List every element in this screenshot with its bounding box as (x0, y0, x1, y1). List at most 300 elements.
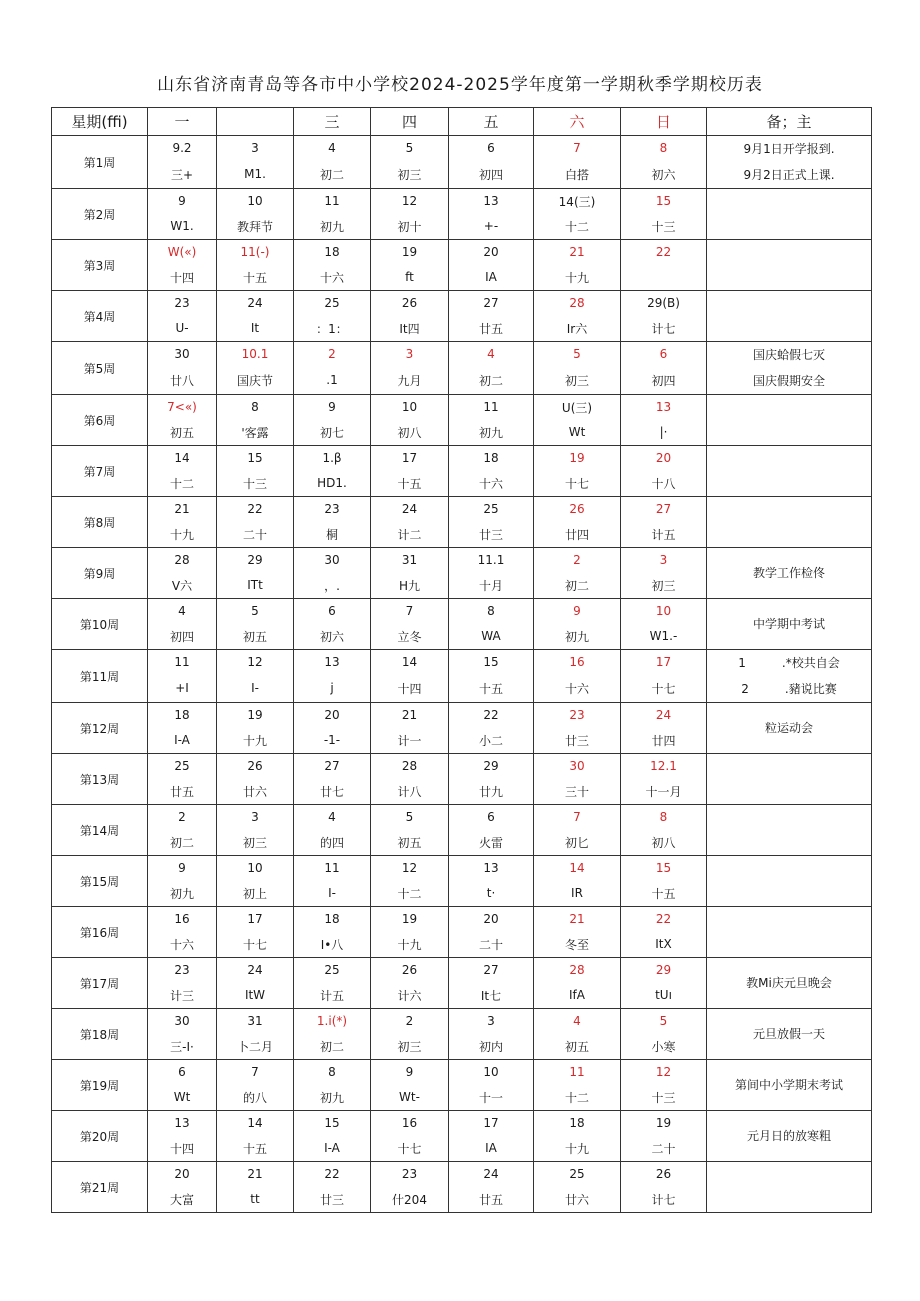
lunar-cell: 初九 (294, 1084, 371, 1111)
page-title: 山东省济南青岛等各市中小学校2024-2025学年度第一学期秋季学期校历表 (157, 75, 763, 95)
remarks-cell (707, 497, 872, 548)
remark-line: 元月日的放寒粗 (746, 1129, 831, 1143)
lunar-cell: 二十 (217, 521, 294, 548)
lunar-cell: 十月 (449, 572, 534, 599)
date-cell: 4 (534, 1009, 621, 1034)
remark-line: 国庆假期安全 (752, 374, 825, 388)
lunar-cell: 计一 (371, 727, 449, 754)
date-cell: 10 (371, 395, 449, 420)
remarks-cell (707, 240, 872, 291)
date-cell: 7<«) (148, 395, 217, 420)
lunar-cell: 初内 (449, 1033, 534, 1060)
week-row (52, 1060, 872, 1085)
lunar-cell: 卜二月 (217, 1033, 294, 1060)
date-cell: 2 (294, 342, 371, 367)
date-cell: 5 (621, 1009, 707, 1034)
date-cell: 21 (534, 907, 621, 932)
remarks-cell (707, 446, 872, 497)
date-cell: 31 (371, 548, 449, 573)
lunar-cell: 十四 (148, 264, 217, 291)
date-cell: 22 (449, 703, 534, 728)
date-cell: 24 (621, 703, 707, 728)
week-row (52, 958, 872, 983)
date-cell: 30 (534, 754, 621, 779)
date-cell: 28 (534, 291, 621, 316)
lunar-cell: 廿四 (534, 521, 621, 548)
remark-line: 9月1日开学报到. (743, 142, 835, 156)
date-cell: 27 (294, 754, 371, 779)
lunar-cell: 计七 (621, 1186, 707, 1213)
lunar-cell: j (294, 675, 371, 703)
school-calendar-table (51, 107, 872, 1213)
date-cell: 7 (371, 599, 449, 624)
date-cell: 26 (371, 958, 449, 983)
date-cell: 4 (294, 136, 371, 161)
lunar-cell: 初八 (621, 829, 707, 856)
week-label: 第7周 (52, 446, 148, 497)
date-cell: 3 (217, 805, 294, 830)
lunar-cell: I- (217, 675, 294, 703)
lunar-cell: t· (449, 880, 534, 907)
lunar-cell: 十二 (371, 880, 449, 907)
date-cell: 20 (449, 907, 534, 932)
date-cell: 8 (449, 599, 534, 624)
lunar-cell (621, 264, 707, 291)
date-cell: 13 (294, 650, 371, 675)
lunar-cell: 什204 (371, 1186, 449, 1213)
remarks-cell (707, 754, 872, 805)
week-row (52, 650, 872, 675)
date-cell: 12 (371, 856, 449, 881)
lunar-cell: 初三 (371, 1033, 449, 1060)
remark-line: 粒运动会 (764, 721, 813, 735)
date-cell: 26 (371, 291, 449, 316)
lunar-cell: 小寒 (621, 1033, 707, 1060)
date-cell: 29 (621, 958, 707, 983)
lunar-cell: It (217, 315, 294, 342)
lunar-cell: '客露 (217, 419, 294, 446)
date-cell: 5 (371, 136, 449, 161)
lunar-cell: 二十 (449, 931, 534, 958)
week-label: 第13周 (52, 754, 148, 805)
lunar-cell: 三+ (148, 161, 217, 189)
lunar-cell: 初五 (371, 829, 449, 856)
lunar-cell: ft (371, 264, 449, 291)
date-cell: 25 (294, 958, 371, 983)
remark-line: 1 .*校共自会 (738, 656, 840, 670)
date-cell: 27 (449, 958, 534, 983)
remarks-cell (707, 395, 872, 446)
remarks-cell (707, 1060, 872, 1111)
header-day-tue (217, 108, 294, 136)
remark-line: 国庆蛤假七灭 (752, 348, 825, 362)
lunar-cell: tUı (621, 982, 707, 1009)
lunar-cell: 廿六 (534, 1186, 621, 1213)
lunar-cell: 十四 (148, 1135, 217, 1162)
date-cell: 11 (294, 856, 371, 881)
date-cell: 23 (371, 1162, 449, 1187)
date-cell: 15 (449, 650, 534, 675)
date-cell: 30 (148, 1009, 217, 1034)
lunar-cell: 初四 (449, 161, 534, 189)
lunar-cell: Wt (534, 419, 621, 446)
date-cell: 10.1 (217, 342, 294, 367)
lunar-cell: 十三 (217, 470, 294, 497)
lunar-cell: 冬至 (534, 931, 621, 958)
week-row (52, 703, 872, 728)
lunar-cell: 十五 (449, 675, 534, 703)
week-label: 第10周 (52, 599, 148, 650)
week-row (52, 395, 872, 420)
lunar-cell: 初七 (294, 419, 371, 446)
lunar-cell: 计二 (371, 521, 449, 548)
week-row (52, 1111, 872, 1136)
remarks-cell (707, 291, 872, 342)
date-cell: 9 (534, 599, 621, 624)
lunar-cell: V六 (148, 572, 217, 599)
date-cell: 18 (294, 240, 371, 265)
date-cell: 24 (449, 1162, 534, 1187)
header-week-col: 星期(ffi) (52, 108, 148, 136)
date-cell: 25 (449, 497, 534, 522)
date-cell: 10 (449, 1060, 534, 1085)
date-cell: 6 (449, 805, 534, 830)
lunar-cell: 廿八 (148, 367, 217, 395)
week-label: 第1周 (52, 136, 148, 189)
header-day-mon: 一 (148, 108, 217, 136)
date-cell: 6 (449, 136, 534, 161)
header-day-fri: 五 (449, 108, 534, 136)
lunar-cell: ItX (621, 931, 707, 958)
date-cell: 14 (217, 1111, 294, 1136)
lunar-cell: 十九 (371, 931, 449, 958)
date-cell: 25 (294, 291, 371, 316)
lunar-cell: 十五 (217, 1135, 294, 1162)
lunar-cell: -1- (294, 727, 371, 754)
lunar-cell: 初上 (217, 880, 294, 907)
lunar-cell: ，. (294, 572, 371, 599)
date-cell: 18 (294, 907, 371, 932)
date-cell: 19 (371, 907, 449, 932)
week-label: 第19周 (52, 1060, 148, 1111)
lunar-cell: 初六 (621, 161, 707, 189)
week-label: 第9周 (52, 548, 148, 599)
lunar-cell: 初十 (371, 213, 449, 240)
remark-line: 中学期中考试 (752, 617, 825, 631)
week-label: 第18周 (52, 1009, 148, 1060)
remarks-cell (707, 805, 872, 856)
lunar-cell: It七 (449, 982, 534, 1009)
date-cell: 13 (449, 189, 534, 214)
date-cell: 18 (449, 446, 534, 471)
date-cell: 29(B) (621, 291, 707, 316)
week-row (52, 446, 872, 471)
date-cell: 21 (371, 703, 449, 728)
date-cell: 10 (621, 599, 707, 624)
lunar-cell: 廿三 (449, 521, 534, 548)
lunar-cell: 廿三 (534, 727, 621, 754)
week-label: 第21周 (52, 1162, 148, 1213)
date-cell: 20 (621, 446, 707, 471)
date-cell: 7 (534, 805, 621, 830)
lunar-cell: 大富 (148, 1186, 217, 1213)
remarks-cell (707, 1111, 872, 1162)
lunar-cell: 初匕 (534, 829, 621, 856)
lunar-cell: ：1： (294, 315, 371, 342)
lunar-cell: 初三 (621, 572, 707, 599)
date-cell: 9 (148, 189, 217, 214)
remarks-cell (707, 958, 872, 1009)
lunar-cell: 十六 (294, 264, 371, 291)
date-cell: 14 (148, 446, 217, 471)
remarks-cell (707, 1009, 872, 1060)
date-cell: 23 (294, 497, 371, 522)
date-cell: 24 (217, 291, 294, 316)
date-cell: 28 (148, 548, 217, 573)
lunar-cell: 初三 (534, 367, 621, 395)
lunar-cell: 初九 (294, 213, 371, 240)
lunar-cell: 计六 (371, 982, 449, 1009)
date-cell: 26 (621, 1162, 707, 1187)
date-cell: 15 (294, 1111, 371, 1136)
date-cell: U(三) (534, 395, 621, 420)
remark-line: 9月2日正式上课. (743, 168, 835, 182)
date-cell: 7 (534, 136, 621, 161)
lunar-cell: 计三 (148, 982, 217, 1009)
lunar-cell: IA (449, 1135, 534, 1162)
date-cell: 2 (534, 548, 621, 573)
header-day-wed: 三 (294, 108, 371, 136)
remark-line: 教Mi庆元旦晚会 (746, 976, 832, 990)
date-cell: 6 (621, 342, 707, 367)
date-cell: 21 (148, 497, 217, 522)
date-cell: 2 (148, 805, 217, 830)
week-label: 第20周 (52, 1111, 148, 1162)
lunar-cell: 初二 (449, 367, 534, 395)
week-row (52, 342, 872, 367)
lunar-cell: 十八 (621, 470, 707, 497)
date-cell: 4 (449, 342, 534, 367)
lunar-cell: 桐 (294, 521, 371, 548)
week-row (52, 240, 872, 265)
lunar-cell: tt (217, 1186, 294, 1213)
lunar-cell: 的四 (294, 829, 371, 856)
week-row (52, 548, 872, 573)
lunar-cell: 计五 (294, 982, 371, 1009)
lunar-cell: I•八 (294, 931, 371, 958)
date-cell: 11 (294, 189, 371, 214)
date-cell: 17 (371, 446, 449, 471)
lunar-cell: 十一 (449, 1084, 534, 1111)
lunar-cell: 十四 (371, 675, 449, 703)
lunar-cell: 初二 (294, 1033, 371, 1060)
week-label: 第16周 (52, 907, 148, 958)
lunar-cell: 火雷 (449, 829, 534, 856)
lunar-cell: +I (148, 675, 217, 703)
date-cell: 11 (534, 1060, 621, 1085)
date-cell: 11(-) (217, 240, 294, 265)
date-cell: 10 (217, 189, 294, 214)
date-cell: 18 (534, 1111, 621, 1136)
date-cell: 15 (621, 856, 707, 881)
date-cell: 16 (148, 907, 217, 932)
date-cell: 14(三) (534, 189, 621, 214)
date-cell: 1.β (294, 446, 371, 471)
date-cell: 11 (148, 650, 217, 675)
date-cell: 5 (371, 805, 449, 830)
date-cell: 3 (449, 1009, 534, 1034)
header-day-sat: 六 (534, 108, 621, 136)
week-label: 第4周 (52, 291, 148, 342)
lunar-cell: W1. (148, 213, 217, 240)
date-cell: 4 (294, 805, 371, 830)
lunar-cell: 白搭 (534, 161, 621, 189)
lunar-cell: 十六 (534, 675, 621, 703)
remark-line: 2 .豬说比赛 (741, 682, 837, 696)
date-cell: 3 (371, 342, 449, 367)
date-cell: 6 (148, 1060, 217, 1085)
remark-line: 教学工作检佟 (752, 566, 825, 580)
lunar-cell: 初四 (148, 623, 217, 650)
date-cell: 9 (294, 395, 371, 420)
week-row (52, 136, 872, 161)
date-cell: 23 (534, 703, 621, 728)
remark-line: 第间中小学期末考试 (734, 1078, 843, 1092)
week-label: 第17周 (52, 958, 148, 1009)
lunar-cell: 十六 (148, 931, 217, 958)
lunar-cell: I- (294, 880, 371, 907)
date-cell: 18 (148, 703, 217, 728)
week-label: 第5周 (52, 342, 148, 395)
lunar-cell: 初二 (534, 572, 621, 599)
lunar-cell: 初三 (217, 829, 294, 856)
header-remarks: 备；主 (707, 108, 872, 136)
date-cell: W(«) (148, 240, 217, 265)
date-cell: 17 (449, 1111, 534, 1136)
lunar-cell: 初五 (217, 623, 294, 650)
week-row (52, 856, 872, 881)
date-cell: 2 (371, 1009, 449, 1034)
date-cell: 9.2 (148, 136, 217, 161)
lunar-cell: 廿六 (217, 778, 294, 805)
date-cell: 24 (217, 958, 294, 983)
lunar-cell: 教拜节 (217, 213, 294, 240)
lunar-cell: 廿四 (621, 727, 707, 754)
lunar-cell: 十五 (621, 880, 707, 907)
remarks-cell (707, 189, 872, 240)
lunar-cell: 十九 (217, 727, 294, 754)
lunar-cell: 十二 (148, 470, 217, 497)
lunar-cell: I-A (294, 1135, 371, 1162)
week-label: 第15周 (52, 856, 148, 907)
lunar-cell: 初九 (148, 880, 217, 907)
date-cell: 26 (217, 754, 294, 779)
lunar-cell: 十一月 (621, 778, 707, 805)
lunar-cell: 廿五 (449, 315, 534, 342)
date-cell: 28 (534, 958, 621, 983)
lunar-cell: WA (449, 623, 534, 650)
date-cell: 5 (534, 342, 621, 367)
date-cell: 25 (534, 1162, 621, 1187)
date-cell: 19 (534, 446, 621, 471)
lunar-cell: 十五 (371, 470, 449, 497)
remarks-cell (707, 548, 872, 599)
lunar-cell: .1 (294, 367, 371, 395)
week-row (52, 599, 872, 624)
date-cell: 8 (294, 1060, 371, 1085)
date-cell: 24 (371, 497, 449, 522)
date-cell: 30 (148, 342, 217, 367)
date-cell: 3 (621, 548, 707, 573)
lunar-cell: It四 (371, 315, 449, 342)
lunar-cell: 十九 (534, 1135, 621, 1162)
lunar-cell: 计八 (371, 778, 449, 805)
date-cell: 23 (148, 958, 217, 983)
date-cell: 6 (294, 599, 371, 624)
date-cell: 12 (217, 650, 294, 675)
date-cell: 8 (217, 395, 294, 420)
date-cell: 22 (294, 1162, 371, 1187)
date-cell: 14 (371, 650, 449, 675)
date-cell: 13 (449, 856, 534, 881)
lunar-cell: |· (621, 419, 707, 446)
date-cell: 31 (217, 1009, 294, 1034)
lunar-cell: 三-I· (148, 1033, 217, 1060)
lunar-cell: 初五 (534, 1033, 621, 1060)
lunar-cell: 初二 (148, 829, 217, 856)
lunar-cell: 十九 (534, 264, 621, 291)
remarks-cell (707, 703, 872, 754)
date-cell: 27 (449, 291, 534, 316)
lunar-cell: 十二 (534, 1084, 621, 1111)
lunar-cell: Wt (148, 1084, 217, 1111)
lunar-cell: 初六 (294, 623, 371, 650)
date-cell: 9 (148, 856, 217, 881)
lunar-cell: 的八 (217, 1084, 294, 1111)
lunar-cell: 小二 (449, 727, 534, 754)
remarks-cell (707, 1162, 872, 1213)
lunar-cell: 十七 (621, 675, 707, 703)
week-row (52, 1009, 872, 1034)
lunar-cell: 初九 (449, 419, 534, 446)
lunar-cell: 计七 (621, 315, 707, 342)
lunar-cell: 十五 (217, 264, 294, 291)
date-cell: 21 (217, 1162, 294, 1187)
lunar-cell: 立冬 (371, 623, 449, 650)
lunar-cell: HD1. (294, 470, 371, 497)
lunar-cell: 初九 (534, 623, 621, 650)
date-cell: 4 (148, 599, 217, 624)
header-day-sun: 日 (621, 108, 707, 136)
date-cell: 12 (621, 1060, 707, 1085)
lunar-cell: IfA (534, 982, 621, 1009)
lunar-cell: ITt (217, 572, 294, 599)
remarks-cell (707, 650, 872, 703)
week-row (52, 497, 872, 522)
date-cell: 19 (371, 240, 449, 265)
lunar-cell: 十三 (621, 213, 707, 240)
date-cell: 22 (621, 907, 707, 932)
week-label: 第2周 (52, 189, 148, 240)
week-row (52, 291, 872, 316)
date-cell: 9 (371, 1060, 449, 1085)
lunar-cell: 国庆节 (217, 367, 294, 395)
date-cell: 20 (449, 240, 534, 265)
week-label: 第8周 (52, 497, 148, 548)
date-cell: 16 (371, 1111, 449, 1136)
lunar-cell: H九 (371, 572, 449, 599)
date-cell: 1.i(*) (294, 1009, 371, 1034)
